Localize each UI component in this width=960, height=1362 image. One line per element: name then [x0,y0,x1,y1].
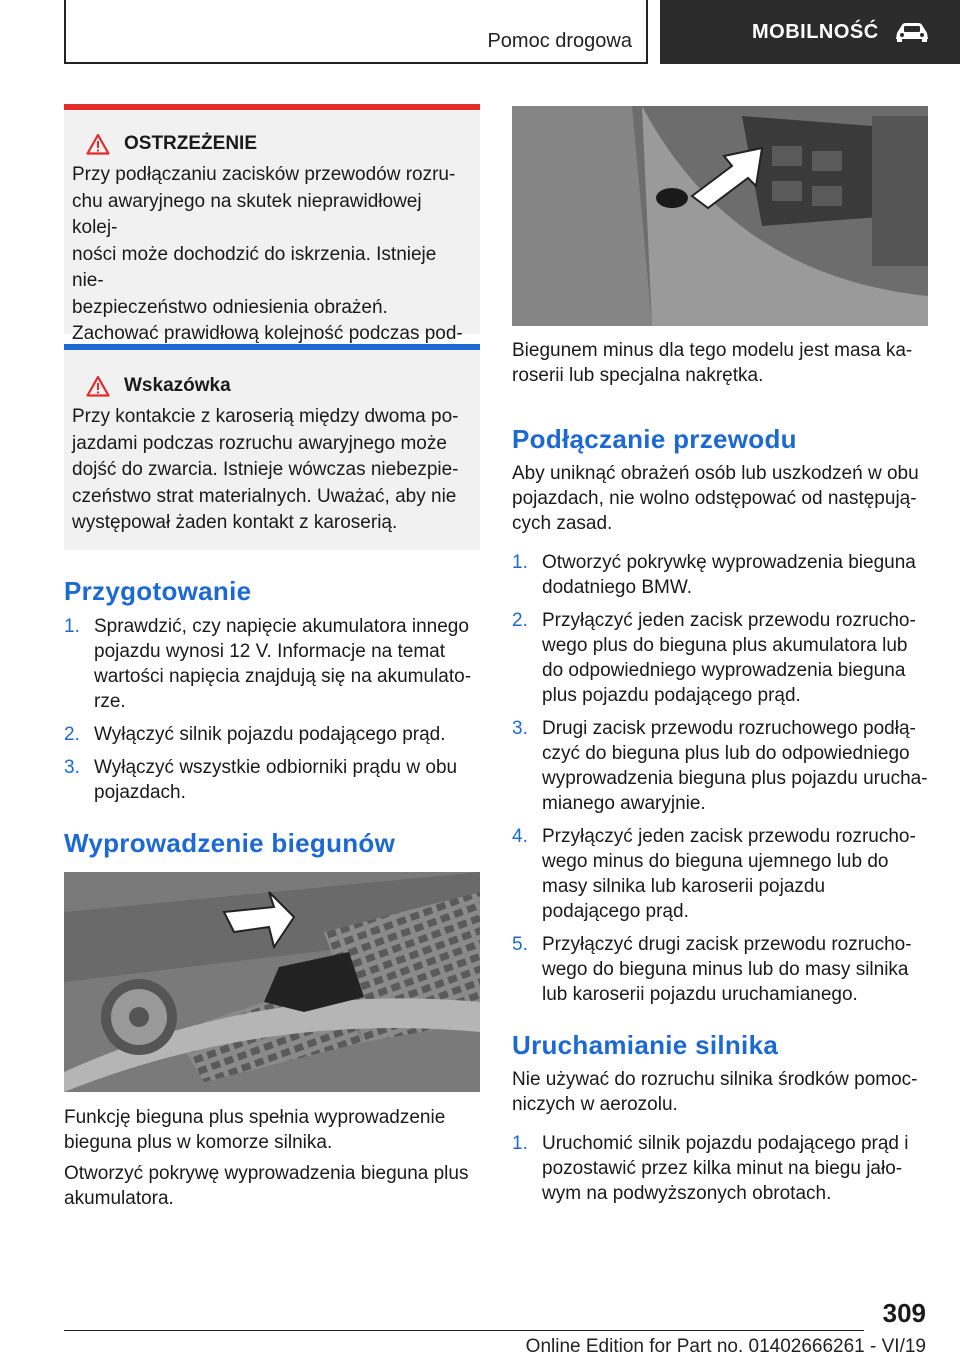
header-section-title: Pomoc drogowa [487,30,632,52]
step-text: Przyłączyć jeden zacisk przewodu rozrucho-wego minus do bieguna ujemnego lub do masy silnika lub karoserii pojazdu podającego prąd. [542,826,916,922]
prep-steps [64,614,474,813]
list-item [64,614,474,714]
step-number: 1. [512,552,528,573]
warning-triangle-icon [86,133,110,155]
start-heading: Uruchamianie silnika [512,1030,779,1060]
prep-heading: Przygotowanie [64,576,252,606]
warning-title: OSTRZEŻENIE [124,133,258,154]
step-text: Drugi zacisk przewodu rozruchowego podłą-czyć do bieguna plus lub do odpowiedniego wyprowadzenia bieguna plus pojazdu urucha-mianego awaryjnie. [542,718,928,814]
warning-triangle-icon [86,375,110,397]
hint-bar [64,344,480,350]
step-text: Uruchomić silnik pojazdu podającego prąd i pozostawić przez kilka minut na biegu jało-wym na podwyższonych obrotach. [542,1133,909,1204]
warning-line: chu awaryjnego na skutek nieprawidłowej kolej- [72,190,422,238]
warning-box [64,104,480,344]
step-text: Wyłączyć silnik pojazdu podającego prąd. [94,724,446,745]
hint-text [72,404,470,537]
hint-header [72,372,470,400]
start-intro: Nie używać do rozruchu silnika środków pomoc-niczych w aerozolu. [512,1069,918,1115]
poles-caption-1: Funkcję bieguna plus spełnia wyprowadzenie bieguna plus w komorze silnika. [64,1107,446,1153]
step-text: Otworzyć pokrywkę wyprowadzenia bieguna dodatniego BMW. [542,552,916,598]
step-number: 4. [512,826,528,847]
poles-heading: Wyprowadzenie biegunów [64,828,396,858]
warning-bar [64,104,480,110]
page-number: 309 [882,1298,926,1328]
engine-bay-photo-plus [64,872,480,1092]
hint-line: czeństwo strat materialnych. Uważać, aby nie [72,485,457,507]
hint-line: jazdami podczas rozruchu awaryjnego może [72,432,447,454]
warning-header [72,130,470,158]
warning-line: Zachować prawidłową kolejność podczas pod- [72,323,463,344]
step-text: Sprawdzić, czy napięcie akumulatora innego pojazdu wynosi 12 V. Informacje na temat wartości napięcia znajdują się na akumulato-rze. [94,616,472,712]
warning-line: Przy podłączaniu zacisków przewodów rozru- [72,164,456,185]
step-number: 2. [64,724,80,745]
hint-line: dojść do zwarcia. Istnieje wówczas niebezpie- [72,459,459,480]
list-item [64,755,474,805]
hint-title: Wskazówka [124,375,231,396]
minus-pole-caption: Biegunem minus dla tego modelu jest masa ka-roserii lub specjalna nakrętka. [512,340,913,386]
footer-edition: Online Edition for Part no. 01402666261 - VI/19 [525,1336,926,1357]
list-item [512,716,928,816]
list-item [512,550,928,600]
start-steps [512,1131,928,1214]
header-chapter [660,0,960,64]
engine-bay-photo-minus [512,106,928,326]
step-number: 3. [64,757,80,778]
step-text: Wyłączyć wszystkie odbiorniki prądu w obu pojazdach. [94,757,458,803]
list-item [64,722,474,747]
hint-line: występował żaden kontakt z karoserią. [72,512,398,533]
header-frame [64,0,648,64]
hint-line: Przy kontakcie z karoserią między dwoma po- [72,406,459,427]
header-chapter-title: MOBILNOŚĆ [752,20,879,43]
connect-heading: Podłączanie przewodu [512,424,797,454]
poles-caption-2: Otworzyć pokrywę wyprowadzenia bieguna plus akumulatora. [64,1163,469,1209]
footer-divider [64,1330,864,1331]
hint-box [64,344,480,550]
step-number: 1. [512,1133,528,1154]
step-number: 3. [512,718,528,739]
list-item [512,1131,928,1206]
step-number: 1. [64,616,80,637]
car-icon [893,21,931,43]
step-number: 5. [512,934,528,955]
warning-line: bezpieczeństwo odniesienia obrażeń. [72,296,388,318]
list-item [512,608,928,708]
connect-intro: Aby uniknąć obrażeń osób lub uszkodzeń w obu pojazdach, nie wolno odstępować od następują-cych zasad. [512,463,919,534]
list-item [512,932,928,1007]
list-item [512,824,928,924]
warning-text [72,162,470,374]
step-text: Przyłączyć drugi zacisk przewodu rozrucho-wego do bieguna minus lub do masy silnika lub karoserii pojazdu uruchamianego. [542,934,912,1005]
ground-point-illustration [512,106,928,326]
step-number: 2. [512,610,528,631]
step-text: Przyłączyć jeden zacisk przewodu rozrucho-wego plus do bieguna plus akumulatora lub do odpowiedniego wyprowadzenia bieguna plus pojazdu podającego prąd. [542,610,916,706]
warning-line: ności może dochodzić do iskrzenia. Istnieje nie- [72,243,437,291]
engine-bay-illustration [64,872,480,1092]
connect-steps [512,550,928,1015]
